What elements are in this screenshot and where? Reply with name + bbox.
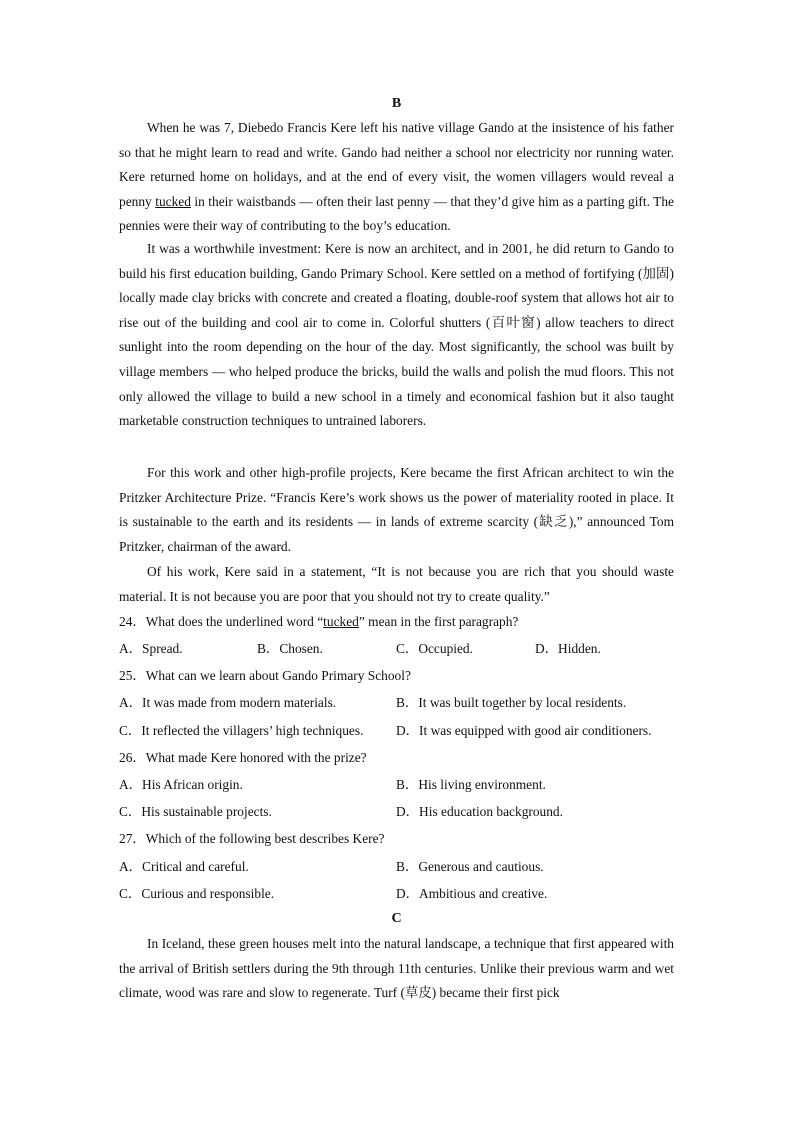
question-26-option-d: D．His education background.: [396, 804, 563, 819]
question-25-stem: 25．What can we learn about Gando Primary School?: [119, 668, 411, 683]
section-b-heading: B: [391, 96, 402, 111]
question-27-option-b: B．Generous and cautious.: [396, 859, 544, 874]
section-b-paragraph-1: [119, 116, 674, 239]
section-c-paragraph-1: In Iceland, these green houses melt into the natural landscape, a technique that first appeared with the arrival of British settlers during the 9th through 11th centuries. Unlike their previous warm and wet climate, wood was rare and slow to regenerate. Turf (草皮) became their first pick: [119, 936, 674, 1001]
paragraph-1-text-end: in their waistbands — often their last penny — that they’d give him as a parting gift. The pennies were their way of contributing to the boy’s education.: [119, 193, 675, 234]
question-26-stem: 26．What made Kere honored with the prize?: [119, 750, 367, 765]
section-b-paragraph-2: It was a worthwhile investment: Kere is now an architect, and in 2001, he did return to Gando to build his first education building, Gando Primary School. Kere settled on a method of fortifying (加固) locally made clay bricks with concrete and created a floating, double-roof system that allows hot air to rise out of the building and cool air to come in. Colorful shutters (百叶窗) allow teachers to direct sunlight into the room depending on the hour of the day. Most significantly, the school was built by village members — who helped produce the bricks, build the walls and polish the mud floors. This not only allowed the village to build a new school in a timely and economical fashion but it also taught marketable construction techniques to untrained laborers.: [119, 241, 674, 429]
question-26-option-c: C．His sustainable projects.: [119, 804, 272, 819]
section-c-heading: C: [391, 911, 402, 926]
section-b-paragraph-3: For this work and other high-profile projects, Kere became the first African architect to win the Pritzker Architecture Prize. “Francis Kere’s work shows us the power of materiality rooted in place. It is sustainable to the earth and its residents — in lands of extreme scarcity (缺乏),” announced Tom Pritzker, chairman of the award.: [119, 465, 674, 554]
underlined-word-tucked: tucked: [155, 193, 191, 209]
question-27-option-a: A．Critical and careful.: [119, 859, 249, 874]
question-24-option-b: B．Chosen.: [257, 641, 323, 656]
question-24-underlined-word: tucked: [323, 614, 359, 629]
question-26-option-b: B．His living environment.: [396, 777, 546, 792]
paragraph-1-text-start: When he was 7, Diebedo Francis Kere left his native village Gando at the insistence of his father so that he might learn to read and write. Gando had neither a school nor electricity nor running water. Kere returned home on holidays, and at the end of every visit, the women villagers would reveal a penny: [119, 120, 674, 209]
question-27-option-d: D．Ambitious and creative.: [396, 886, 548, 901]
section-b-paragraph-4: Of his work, Kere said in a statement, “It is not because you are rich that you should waste material. It is not because you are poor that you should not try to create quality.”: [119, 564, 674, 604]
question-27-option-c: C．Curious and responsible.: [119, 886, 275, 901]
question-25-option-b: B．It was built together by local residents.: [396, 695, 627, 710]
question-25-option-a: A．It was made from modern materials.: [119, 695, 337, 710]
question-24-option-d: D．Hidden.: [535, 641, 601, 656]
question-24-stem: [119, 612, 674, 632]
question-25-option-d: D．It was equipped with good air conditioners.: [396, 723, 652, 738]
question-24-option-a: A．Spread.: [119, 641, 183, 656]
question-25-option-c: C．It reflected the villagers’ high techniques.: [119, 723, 364, 738]
question-26-option-a: A．His African origin.: [119, 777, 243, 792]
question-27-stem: 27．Which of the following best describes Kere?: [119, 831, 385, 846]
question-24-option-c: C．Occupied.: [396, 641, 473, 656]
question-24-stem-end: ” mean in the first paragraph?: [358, 614, 519, 629]
question-24-stem-start: 24．What does the underlined word “: [119, 614, 324, 629]
